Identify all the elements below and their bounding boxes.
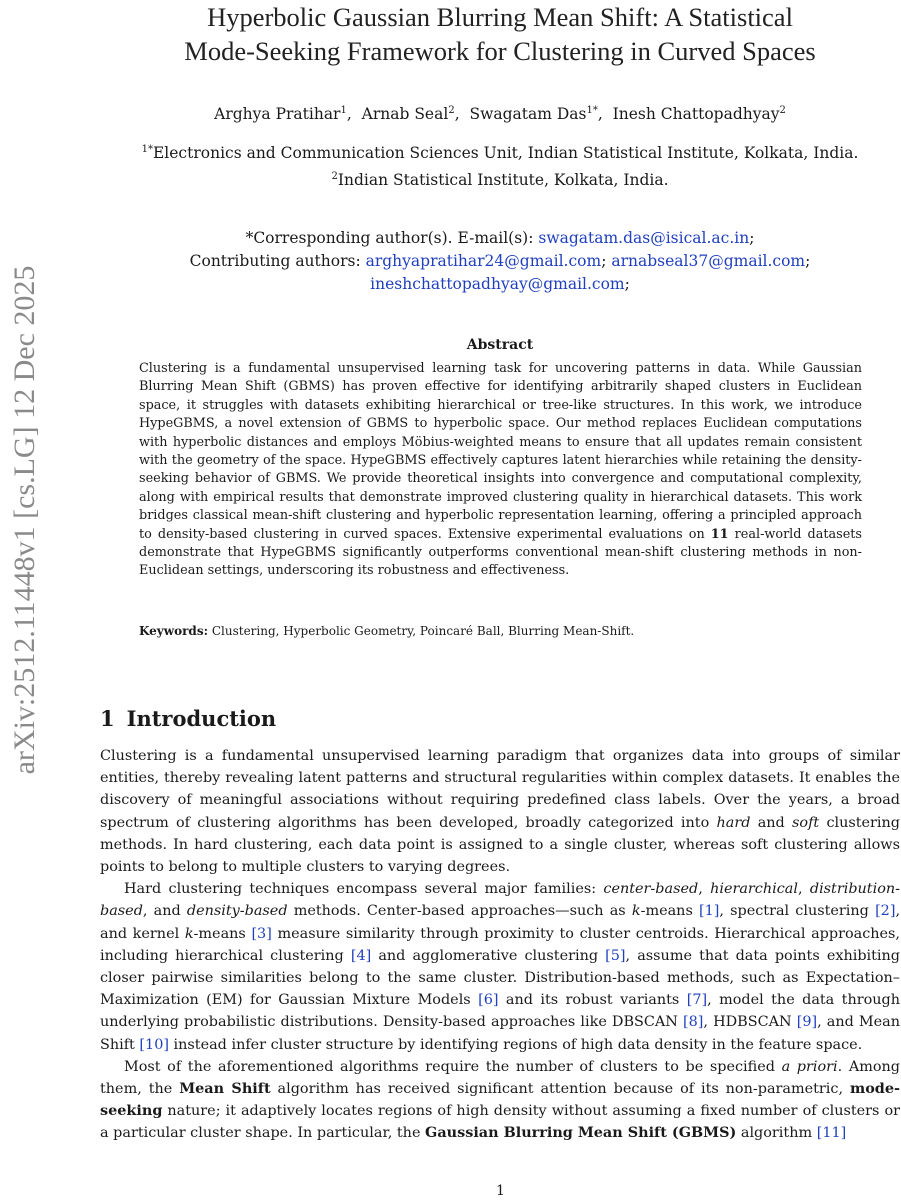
p2-l: and its robust variants [505, 992, 680, 1009]
abstract-tail: real-world datasets demonstrate that HypeGBMS significantly outperforms conventional mean-shift clustering methods in non-Euclidean settings, underscoring its robustness and effectiveness. [139, 526, 862, 579]
author-name: Arghya Pratihar [214, 105, 341, 124]
citation-link-11[interactable]: [11] [816, 1125, 847, 1142]
citation-link-9[interactable]: [9] [796, 1014, 818, 1031]
p2-a: Hard clustering techniques encompass several major families: [124, 881, 597, 898]
paragraph-3 [100, 1056, 900, 1145]
author-sup: 2 [779, 105, 786, 116]
corresponding-email-link[interactable]: swagatam.das@isical.ac.in [538, 229, 750, 247]
term-mode-seeking: mode-seeking [100, 1080, 900, 1120]
abstract-heading: Abstract [466, 337, 534, 353]
contrib-email-link-3[interactable]: ineshchattopadhyay@gmail.com [370, 275, 625, 293]
citation-link-6[interactable]: [6] [478, 992, 499, 1009]
term-distribution-based: distribution-based [100, 881, 900, 920]
p2-and: , and [142, 903, 181, 920]
affiliation-1-text: Electronics and Communication Sciences Unit, Indian Statistical Institute, Kolkata, India. [152, 144, 859, 163]
citation-link-10[interactable]: [10] [139, 1036, 169, 1053]
author-list: Arghya Pratihar$^1$, Arnab Seal$^2$, Swagatam Das$^{1*}$, Inesh Chattopadhyay$^2$ [214, 105, 786, 124]
affiliation-1 [100, 138, 900, 165]
abstract-text: Clustering is a fundamental unsupervised learning task for uncovering patterns in data. While Gaussian Blurring Mean Shift (GBMS) has proven effective for identifying arbitrarily shaped clusters in Euclidean space, it struggles with datasets exhibiting hierarchical or tree-like structures. In this work, we introduce HypeGBMS, a novel extension of GBMS to hyperbolic space. Our method replaces Euclidean computations with hyperbolic distances and employs Möbius-weighted means to ensure that all updates remain consistent with the geometry of the space. HypeGBMS effectively captures latent hierarchies while retaining the density-seeking behavior of GBMS. We provide theoretical insights into convergence and computational complexity, along with empirical results that demonstrate improved clustering quality in hierarchical datasets. This work bridges classical mean-shift clustering and hyperbolic representation learning, offering a principled approach to density-based clustering in curved spaces. Extensive experimental evaluations on [139, 361, 862, 542]
section-number: 1 [100, 706, 115, 731]
affiliations [100, 138, 900, 192]
term-hierarchical: hierarchical [710, 881, 798, 898]
contrib-email-link-2[interactable]: arnabseal37@gmail.com [611, 252, 806, 270]
p3-d: nature; it adaptively locates regions of high density without assuming a fixed number of clusters or a particular cluster shape. In particular, the [100, 1103, 900, 1142]
keywords [139, 624, 862, 638]
para1-and: and [757, 814, 785, 831]
paragraph-2: Hard clustering techniques encompass several major families: center-based, hierarchical, distribution-based, and density-based methods. Center-based approaches—such as k-means [1], spectral clustering [2], and kernel k-means [3] measure similarity through proximity to cluster centroids. Hierarchical approaches, including hierarchical clustering [4] and agglomerative clustering [5], assume that data points exhibiting closer pairwise similarities belong to the same cluster. Distribution-based methods, such as Expectation–Maximization (EM) for Gaussian Mixture Models [6] and its robust variants [7], model the data through underlying probabilistic distributions. Density-based approaches like DBSCAN [8], HDBSCAN [9], and Mean Shift [10] instead infer cluster structure by identifying regions of high data density in the feature space. [100, 881, 901, 1053]
contact-emails [100, 227, 900, 296]
p2-c: -means [640, 903, 693, 920]
citation-link-5[interactable]: [5] [605, 947, 626, 964]
contributing-line: Contributing authors: arghyapratihar24@gmail.com; arnabseal37@gmail.com; [189, 252, 811, 270]
paragraph-1 [100, 745, 900, 878]
p2-j: , assume that data points exhibiting closer pairwise similarities belong to the same cluster. Distribution-based methods, such as Expectation–Maximization (EM) for Gaussian Mixture Models [100, 947, 900, 1009]
citation-link-4[interactable]: [4] [350, 947, 372, 964]
term-a-priori: a priori [781, 1058, 838, 1075]
term-gbms: Gaussian Blurring Mean Shift (GBMS) [425, 1124, 737, 1142]
contributing-line-2: ineshchattopadhyay@gmail.com; [370, 275, 630, 293]
citation-link-8[interactable]: [8] [683, 1014, 704, 1031]
affiliation-2 [100, 165, 900, 192]
paper-title [120, 0, 880, 68]
citation-link-3[interactable]: [3] [251, 925, 272, 942]
p2-o: , and Mean Shift [100, 1014, 901, 1053]
term-center-based: center-based [603, 881, 699, 898]
term-hard: hard [716, 814, 751, 831]
affiliation-1-sup: 1* [141, 144, 153, 155]
p3-a: Most of the aforementioned algorithms require the number of clusters to be specified [124, 1058, 775, 1075]
title-line-2: Mode-Seeking Framework for Clustering in Curved Spaces [184, 36, 816, 66]
p2-g: measure similarity through proximity to cluster centroids. Hierarchical approaches, including hierarchical clustering [100, 925, 900, 964]
para1-text: Clustering is a fundamental unsupervised learning paradigm that organizes data into groups of similar entities, thereby revealing latent patterns and structural regularities within complex datasets. It enables the discovery of meaningful associations without requiring predefined class labels. Over the years, a broad spectrum of clustering algorithms has been developed, broadly categorized into [100, 748, 900, 831]
affiliation-2-text: Indian Statistical Institute, Kolkata, India. [337, 171, 669, 190]
page-number: 1 [496, 1183, 505, 1199]
corresponding-line: *Corresponding author(s). E-mail(s): swagatam.das@isical.ac.in; [245, 229, 755, 247]
p2-p: instead infer cluster structure by identifying regions of high data density in the feature space. [173, 1036, 863, 1053]
abstract-body [139, 360, 862, 581]
affiliation-2-sup: 2 [331, 171, 338, 183]
p2-d: , spectral clustering [719, 903, 869, 920]
citation-link-1[interactable]: [1] [699, 903, 720, 920]
term-soft: soft [792, 814, 820, 831]
p2-b: methods. Center-based approaches—such as [293, 903, 626, 920]
p2-f: -means [193, 925, 246, 942]
corresponding-label: *Corresponding author(s). E-mail(s): [245, 229, 534, 247]
keywords-label: Keywords: [139, 624, 209, 638]
author-sup: 1 [340, 105, 347, 116]
para1-tail: clustering methods. In hard clustering, each data point is assigned to a single cluster, whereas soft clustering allows points to belong to multiple clusters to varying degrees. [100, 814, 901, 876]
abstract-bold-count: 11 [710, 526, 729, 542]
intro-body [100, 745, 900, 1145]
p3-b: . Among them, the [100, 1058, 900, 1098]
author-sup: 2 [448, 105, 455, 116]
term-density-based: density-based [186, 903, 288, 920]
author-name: Inesh Chattopadhyay [612, 105, 780, 124]
citation-link-2[interactable]: [2] [875, 903, 896, 920]
section-heading [100, 706, 276, 731]
arxiv-id: arXiv:2512.11448v1 [cs.LG] 12 Dec 2025 [8, 265, 41, 774]
section-title: Introduction [126, 706, 277, 731]
p3-c: algorithm has received significant attention because of its non-parametric, [277, 1081, 844, 1098]
var-k: k [631, 903, 641, 920]
author-sup: 1* [586, 105, 598, 116]
p2-n: , HDBSCAN [703, 1014, 792, 1031]
p2-m: , model the data through underlying probabilistic distributions. Density-based approaches like DBSCAN [100, 992, 901, 1031]
citation-link-7[interactable]: [7] [686, 992, 708, 1009]
author-name: Swagatam Das [469, 105, 587, 124]
contributing-label: Contributing authors: [189, 252, 361, 270]
p3-e: algorithm [740, 1125, 813, 1142]
term-mean-shift: Mean Shift [179, 1080, 271, 1098]
keywords-list: Clustering, Hyperbolic Geometry, Poincaré Ball, Blurring Mean-Shift. [211, 624, 635, 638]
p2-i: and agglomerative clustering [378, 947, 599, 964]
author-name: Arnab Seal [361, 105, 449, 124]
title-line-1: Hyperbolic Gaussian Blurring Mean Shift: A Statistical [207, 2, 793, 32]
contrib-email-link-1[interactable]: arghyapratihar24@gmail.com [365, 252, 602, 270]
var-k: k [184, 925, 194, 942]
p2-e: , and kernel [100, 903, 901, 942]
arxiv-sidebar-stamp [4, 212, 46, 827]
